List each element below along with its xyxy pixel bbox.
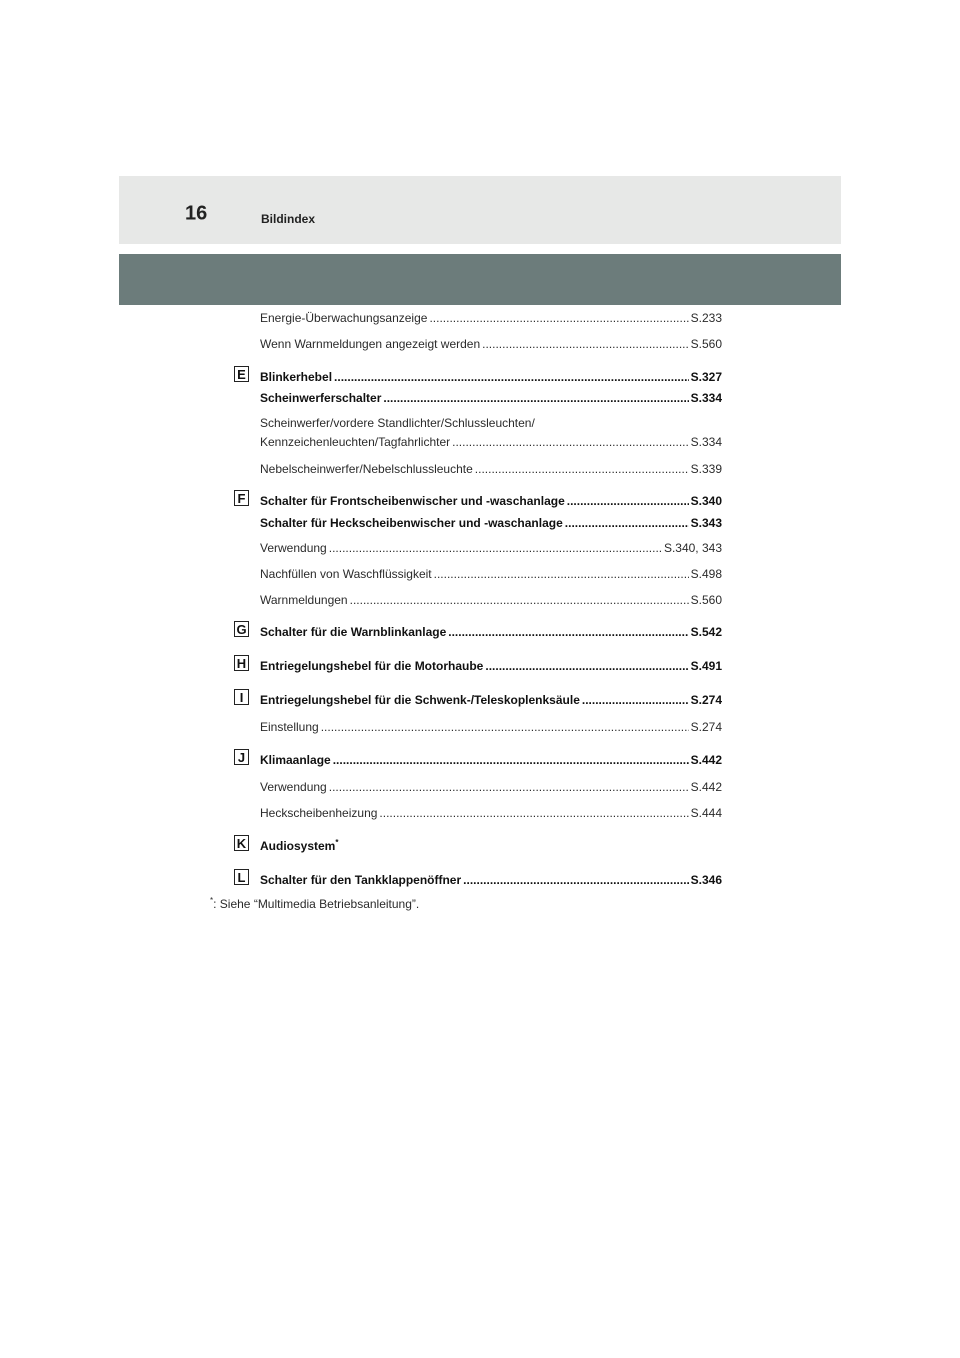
index-entry: Schalter für den Tankklappenöffner ..... S.346 bbox=[260, 871, 722, 887]
section-letter-k: K bbox=[234, 835, 249, 851]
index-entry-line: Scheinwerfer/vordere Standlichter/Schlussleuchten/ bbox=[260, 416, 535, 430]
index-entry: Schalter für die Warnblinkanlage ..... S.542 bbox=[260, 623, 722, 639]
index-entry: Nachfüllen von Waschflüssigkeit ..... S.498 bbox=[260, 565, 722, 581]
index-entry: Heckscheibenheizung ..... S.444 bbox=[260, 804, 722, 820]
index-entry: Klimaanlage ..... S.442 bbox=[260, 751, 722, 767]
index-entry: Nebelscheinwerfer/Nebelschlussleuchte ..... S.339 bbox=[260, 460, 722, 476]
index-entry: Verwendung ..... S.442 bbox=[260, 778, 722, 794]
index-entry: Wenn Warnmeldungen angezeigt werden ..... S.560 bbox=[260, 335, 722, 351]
index-entry: Entriegelungshebel für die Schwenk-/Teleskoplenksäule ..... S.274 bbox=[260, 691, 722, 707]
index-entry: Scheinwerferschalter ..... S.334 bbox=[260, 389, 722, 405]
page-header bbox=[119, 176, 841, 244]
index-entry: Schalter für Frontscheibenwischer und -waschanlage ..... S.340 bbox=[260, 492, 722, 508]
section-letter-i: I bbox=[234, 689, 249, 705]
index-entry: Blinkerhebel ..... S.327 bbox=[260, 368, 722, 384]
index-entry: Entriegelungshebel für die Motorhaube ..... S.491 bbox=[260, 657, 722, 673]
index-entry: Schalter für Heckscheibenwischer und -waschanlage ..... S.343 bbox=[260, 514, 722, 530]
section-letter-l: L bbox=[234, 869, 249, 885]
section-letter-g: G bbox=[234, 621, 249, 637]
page-number: 16 bbox=[185, 202, 208, 225]
index-entry: Kennzeichenleuchten/Tagfahrlichter ..... S.334 bbox=[260, 433, 722, 449]
section-letter-j: J bbox=[234, 749, 249, 765]
section-letter-e: E bbox=[234, 366, 249, 382]
index-entry: Energie-Überwachungsanzeige ..... S.233 bbox=[260, 309, 722, 325]
footnote: *: Siehe “Multimedia Betriebsanleitung”. bbox=[210, 896, 420, 911]
index-entry: Einstellung ..... S.274 bbox=[260, 718, 722, 734]
section-letter-h: H bbox=[234, 655, 249, 671]
index-entry: Warnmeldungen ..... S.560 bbox=[260, 591, 722, 607]
footnote-marker: * bbox=[210, 896, 214, 905]
index-entry: Verwendung ..... S.340, 343 bbox=[260, 539, 722, 555]
footnote-marker: * bbox=[335, 838, 339, 847]
section-banner bbox=[119, 254, 841, 305]
index-entry-audiosystem: Audiosystem* bbox=[260, 838, 339, 853]
section-title: Bildindex bbox=[261, 212, 316, 226]
section-letter-f: F bbox=[234, 490, 249, 506]
